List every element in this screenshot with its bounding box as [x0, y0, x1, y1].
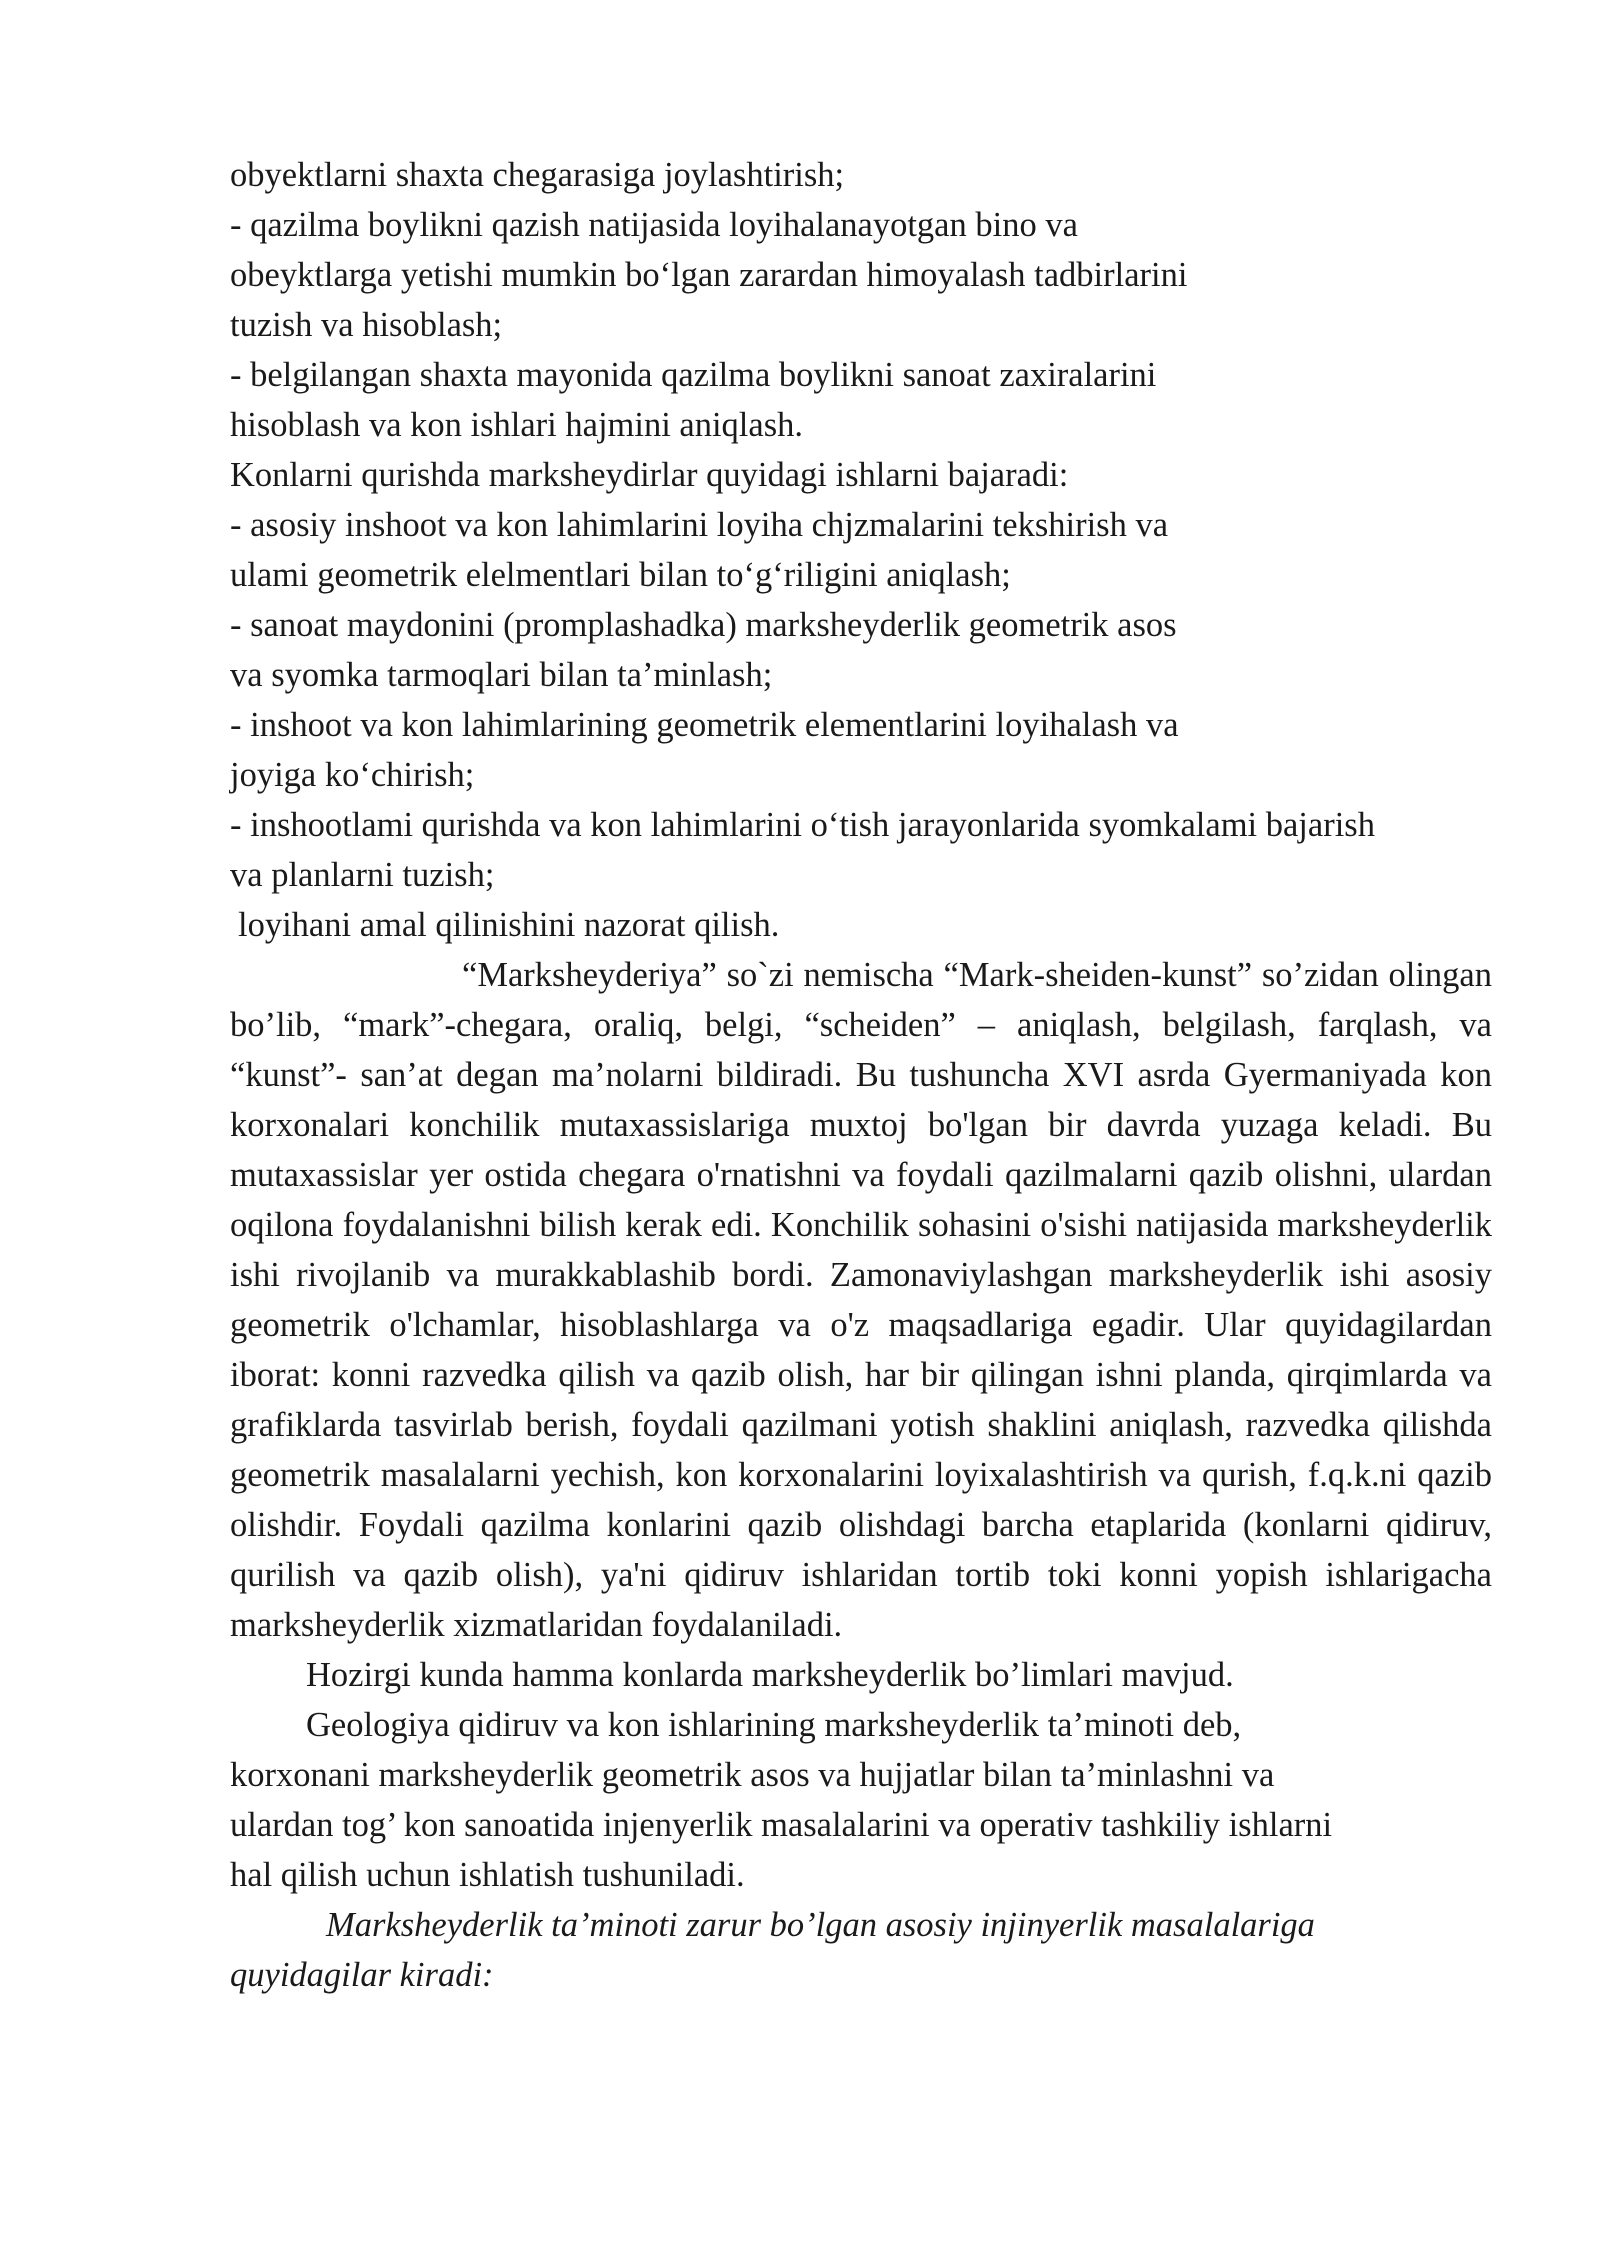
text-line: Konlarni qurishda marksheydirlar quyidagi ishlarni bajaradi:: [230, 456, 1069, 494]
text-line: korxonani marksheyderlik geometrik asos va hujjatlar bilan ta’minlashni va: [230, 1756, 1275, 1794]
text-line: - belgilangan shaxta mayonida qazilma boylikni sanoat zaxiralarini: [230, 356, 1157, 394]
text-line: ulami geometrik elelmentlari bilan to‘g‘riligini aniqlash;: [230, 556, 1011, 594]
document-page: [230, 150, 1492, 2000]
text-line: joyiga ko‘chirish;: [230, 756, 475, 794]
text-line: ulardan tog’ kon sanoatida injenyerlik masalalarini va operativ tashkiliy ishlarni: [230, 1806, 1333, 1844]
paragraph-marksheyderiya: “Marksheyderiya” so`zi nemischa “Mark-sheiden-kunst” so’zidan olingan bo’lib, “mark”-chegara, oraliq, belgi, “scheiden” – aniqlash, belgilash, farqlash, va “kunst”- san’at degan ma’nolarni bildiradi. Bu tushuncha XVI asrda Gyermaniyada kon korxonalari konchilik mutaxassislariga muxtoj bo'lgan bir davrda yuzaga keladi. Bu mutaxassislar yer ostida chegara o'rnatishni va foydali qazilmalarni qazib olishni, ulardan oqilona foydalanishni bilish kerak edi. Konchilik sohasini o'sishi natijasida marksheyderlik ishi rivojlanib va murakkablashib bordi. Zamonaviylashgan marksheyderlik ishi asosiy geometrik o'lchamlar, hisoblashlarga va o'z maqsadlariga egadir. Ular quyidagilardan iborat: konni razvedka qilish va qazib olish, har bir qilingan ishni planda, qirqimlarda va grafiklarda tasvirlab berish, foydali qazilmani yotish shaklini aniqlash, razvedka qilishda geometrik masalalarni yechish, kon korxonalarini loyixalashtirish va qurish, f.q.k.ni qazib olishdir. Foydali qazilma konlarini qazib olishdagi barcha etaplarida (konlarni qidiruv, qurilish va qazib olish), ya'ni qidiruv ishlaridan tortib toki konni yopish ishlarigacha marksheyderlik xizmatlaridan foydalaniladi.: [230, 956, 1492, 1644]
text-line: - inshootlami qurishda va kon lahimlarini o‘tish jarayonlarida syomkalami bajarish: [230, 806, 1375, 844]
text-line: va planlarni tuzish;: [230, 856, 495, 894]
text-line: va syomka tarmoqlari bilan ta’minlash;: [230, 656, 773, 694]
text-line: - qazilma boylikni qazish natijasida loyihalanayotgan bino va: [230, 206, 1078, 244]
text-line: Geologiya qidiruv va kon ishlarining marksheyderlik ta’minoti deb,: [306, 1706, 1242, 1744]
text-line: - sanoat maydonini (promplashadka) marksheyderlik geometrik asos: [230, 606, 1177, 644]
paragraph-hozirgi: Hozirgi kunda hamma konlarda marksheyderlik bo’limlari mavjud.: [306, 1656, 1234, 1694]
paragraph-geologiya: [230, 1700, 1492, 1900]
text-line: loyihani amal qilinishini nazorat qilish.: [238, 906, 780, 944]
text-line: hisoblash va kon ishlari hajmini aniqlash.: [230, 406, 804, 444]
text-line: quyidagilar kiradi:: [230, 1956, 494, 1994]
text-line: - inshoot va kon lahimlarining geometrik elementlarini loyihalash va: [230, 706, 1179, 744]
text-line: tuzish va hisoblash;: [230, 306, 503, 344]
text-line: obeyktlarga yetishi mumkin bo‘lgan zarardan himoyalash tadbirlarini: [230, 256, 1188, 294]
text-line: Marksheyderlik ta’minoti zarur bo’lgan asosiy injinyerlik masalalariga: [326, 1906, 1315, 1944]
paragraph-italic-intro: [230, 1900, 1492, 2000]
text-line: obyektlarni shaxta chegarasiga joylashtirish;: [230, 156, 845, 194]
text-line: hal qilish uchun ishlatish tushuniladi.: [230, 1856, 745, 1894]
list-block: [230, 150, 1492, 950]
text-line: - asosiy inshoot va kon lahimlarini loyiha chjzmalarini tekshirish va: [230, 506, 1169, 544]
